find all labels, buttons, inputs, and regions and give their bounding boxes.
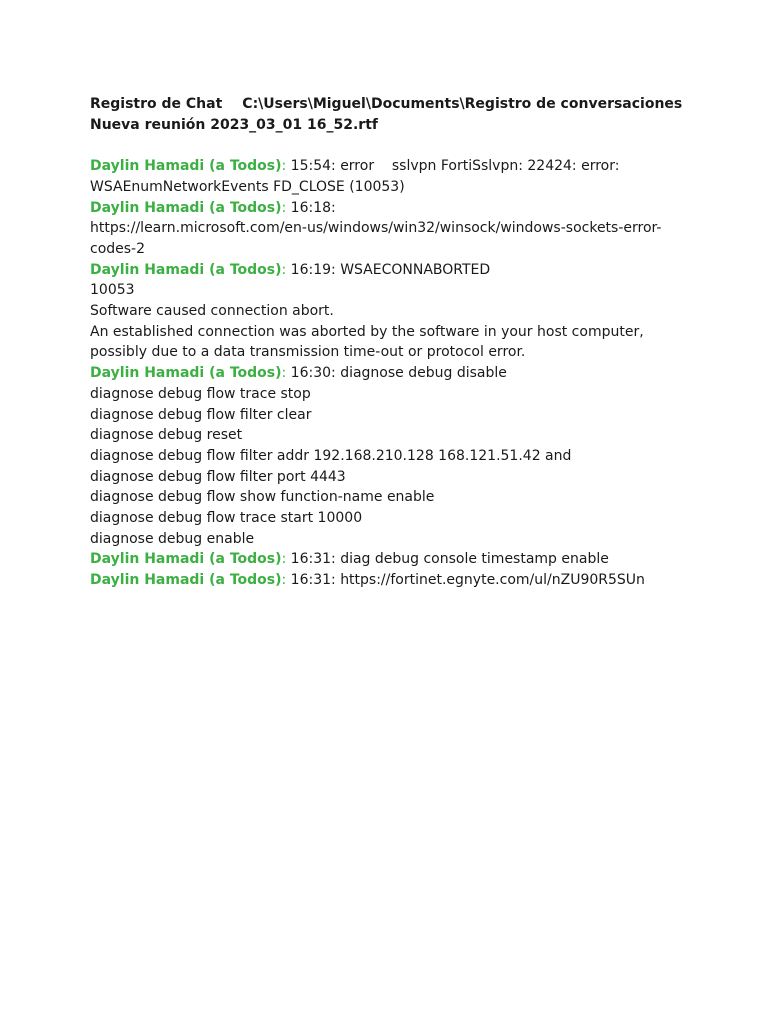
message-first-line (90, 260, 690, 281)
message-time: 16:18: (290, 199, 336, 216)
message-text-line: 10053 (90, 282, 135, 299)
chat-message (90, 156, 690, 197)
document-page (90, 94, 690, 591)
message-text-line: diagnose debug flow filter addr 192.168.210.128 168.121.51.42 and (90, 447, 572, 464)
message-text: WSAECONNABORTED (340, 261, 491, 278)
speaker-separator: : (281, 158, 287, 175)
chat-message (90, 549, 690, 570)
message-text-line: diagnose debug flow filter port 4443 (90, 468, 346, 485)
message-text-line: diagnose debug reset (90, 427, 243, 444)
chat-message (90, 570, 690, 591)
message-text-line: diagnose debug flow filter clear (90, 406, 312, 423)
speaker-separator: : (281, 365, 287, 382)
speaker-name: Daylin Hamadi (a Todos) (90, 572, 282, 589)
speaker-name: Daylin Hamadi (a Todos) (90, 199, 282, 216)
message-time: 16:30: (290, 365, 336, 382)
speaker-name: Daylin Hamadi (a Todos) (90, 551, 282, 568)
message-text-line: diagnose debug flow trace stop (90, 385, 311, 402)
document-header (90, 94, 690, 135)
message-text-line: diagnose debug enable (90, 530, 255, 547)
message-first-line (90, 198, 690, 219)
message-first-line (90, 363, 690, 384)
message-link[interactable]: https://learn.microsoft.com/en-us/windows/win32/winsock/windows-sockets-error-codes-2 (90, 220, 662, 257)
message-time: 16:19: (290, 261, 336, 278)
message-link[interactable]: https://fortinet.egnyte.com/ul/nZU90R5SUn (340, 572, 645, 589)
header-file-path: C:\Users\Miguel\Documents\Registro de conversaciones Nueva reunión 2023_03_01 16_52.rtf (90, 96, 683, 133)
chat-message (90, 198, 690, 260)
chat-message (90, 260, 690, 364)
message-text-line: diagnose debug flow show function-name enable (90, 489, 435, 506)
message-text: error sslvpn FortiSslvpn: 22424: error: WSAEnumNetworkEvents FD_CLOSE (10053) (90, 158, 624, 195)
speaker-separator: : (281, 551, 287, 568)
chat-message (90, 363, 690, 549)
message-first-line (90, 570, 690, 591)
message-time: 16:31: (290, 572, 336, 589)
message-time: 16:31: (290, 551, 336, 568)
speaker-name: Daylin Hamadi (a Todos) (90, 261, 282, 278)
message-first-line (90, 549, 690, 570)
message-text-line: An established connection was aborted by the software in your host computer, possibly due to a data transmission time-out or protocol error. (90, 323, 649, 361)
speaker-separator: : (281, 572, 287, 589)
message-text: diag debug console timestamp enable (340, 551, 609, 568)
message-time: 15:54: (290, 158, 336, 175)
speaker-separator: : (281, 261, 287, 278)
chat-log (90, 156, 690, 591)
message-text-line: diagnose debug flow trace start 10000 (90, 510, 363, 527)
message-text: diagnose debug disable (340, 365, 507, 382)
speaker-name: Daylin Hamadi (a Todos) (90, 158, 282, 175)
speaker-separator: : (281, 199, 287, 216)
message-text-line: Software caused connection abort. (90, 303, 334, 320)
speaker-name: Daylin Hamadi (a Todos) (90, 365, 282, 382)
header-label: Registro de Chat (90, 96, 223, 112)
message-first-line (90, 156, 690, 197)
